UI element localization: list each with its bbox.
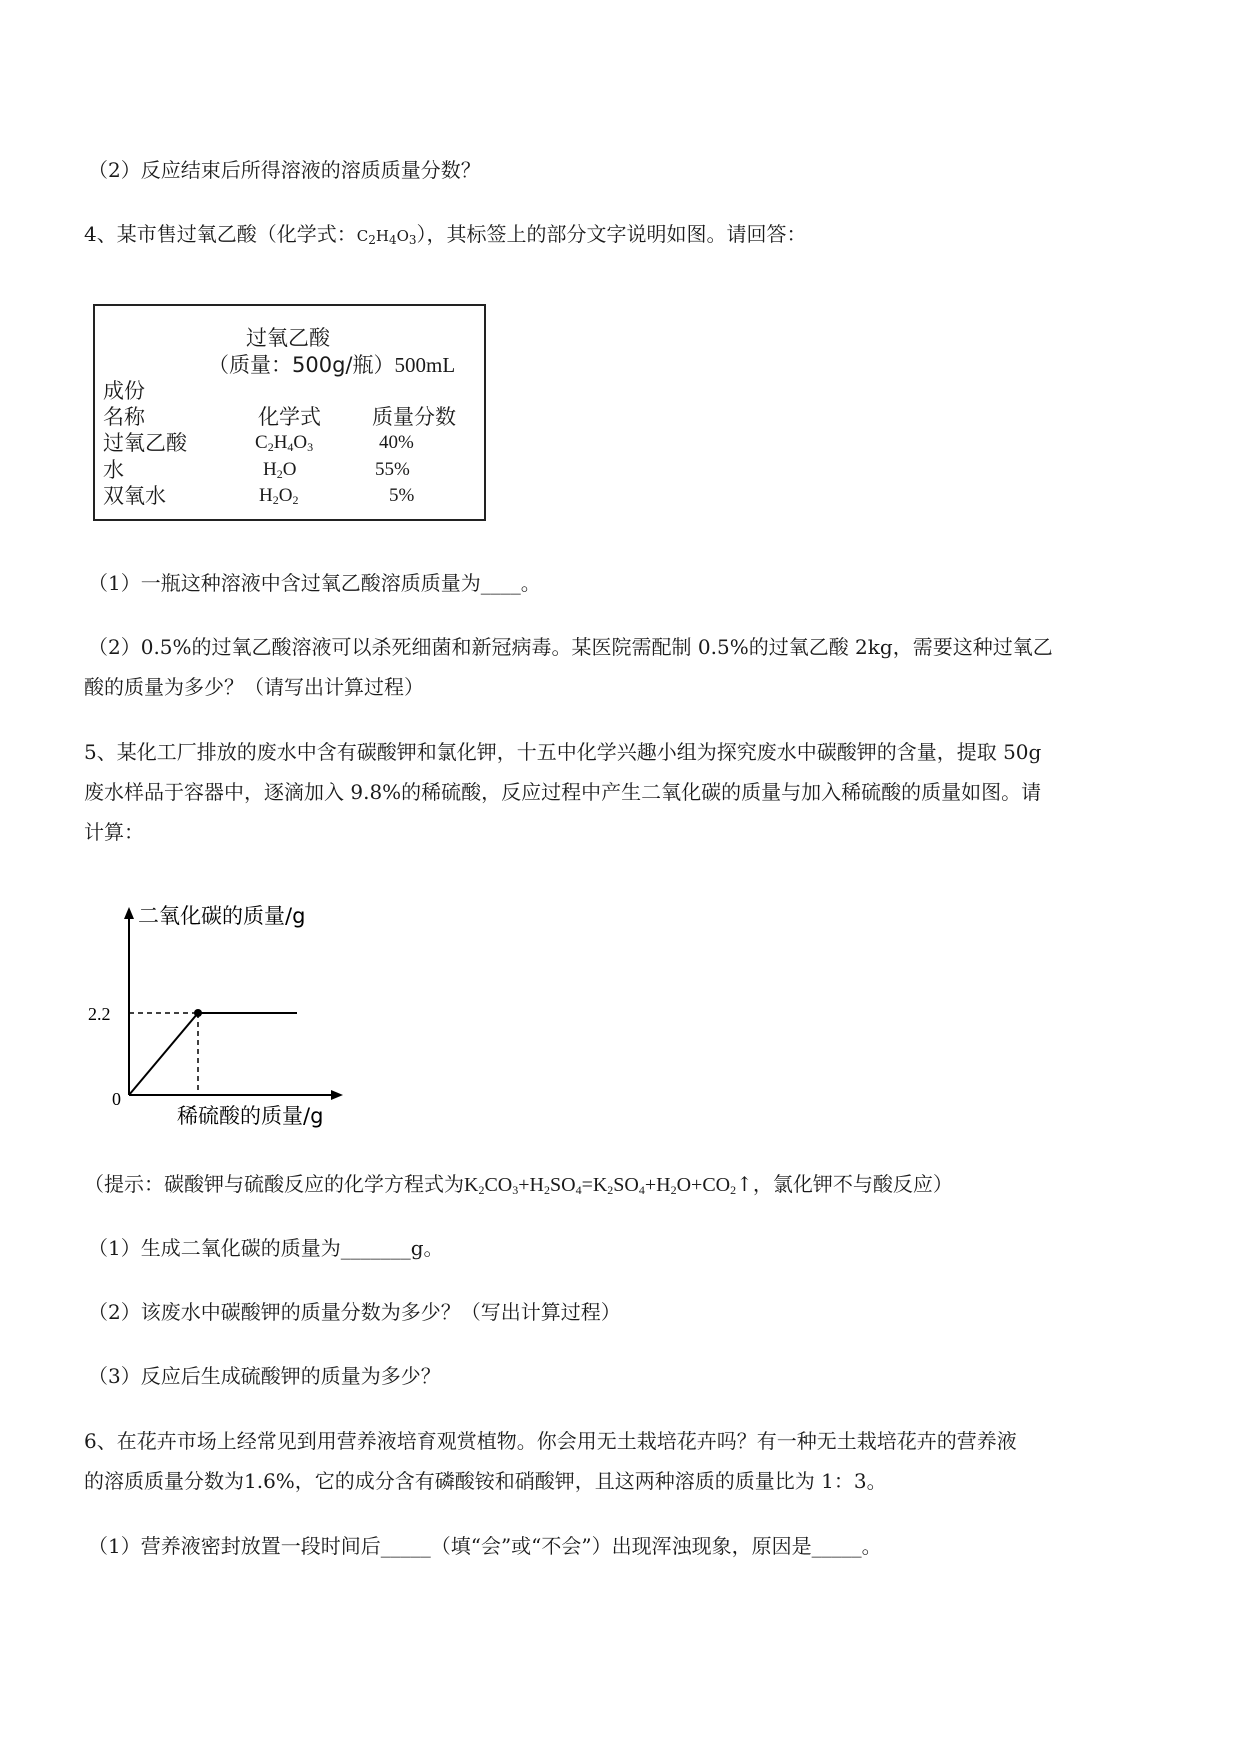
- label-row-name: 水: [103, 458, 124, 482]
- label-section: 成份: [103, 379, 145, 403]
- q5-part3: （3）反应后生成硫酸钾的质量为多少？: [88, 1364, 441, 1388]
- q5-line3: 计算：: [84, 820, 144, 844]
- q5-part1: （1）生成二氧化碳的质量为_______g。: [88, 1236, 444, 1260]
- label-row-formula: $C_2H_4O_3$: [255, 432, 314, 454]
- origin-label: 0: [112, 1089, 121, 1109]
- q5-hint: [84, 1164, 1164, 1205]
- q5-hint-text: （提示：碳酸钾与硫酸反应的化学方程式为: [84, 1172, 464, 1196]
- q5-line1: 5、某化工厂排放的废水中含有碳酸钾和氯化钾，十五中化学兴趣小组为探究废水中碳酸钾的含量，提取 50g: [84, 740, 1042, 764]
- label-subtitle: （质量：500g/瓶）500mL: [208, 353, 456, 377]
- q3-part2: （2）反应结束后所得溶液的溶质质量分数？: [88, 158, 481, 182]
- co2-graph: [80, 895, 350, 1135]
- q4-part2-line1: （2）0.5%的过氧乙酸溶液可以杀死细菌和新冠病毒。某医院需配制 0.5%的过氧乙酸 2kg，需要这种过氧乙: [88, 635, 1053, 659]
- label-header-fraction: 质量分数: [372, 405, 456, 429]
- q4-part2-line2: 酸的质量为多少？（请写出计算过程）: [84, 675, 424, 699]
- x-axis-label: 稀硫酸的质量/g: [177, 1104, 324, 1128]
- x-axis-arrow: [331, 1090, 343, 1100]
- q6-line2: 的溶质质量分数为1.6%，它的成分含有磷酸铵和硝酸钾，且这两种溶质的质量比为 1：3。: [84, 1469, 887, 1493]
- q4-formula: $C_2H_4O_3$: [356, 227, 417, 247]
- y-axis-arrow: [124, 907, 134, 919]
- y-tick-label: 2.2: [88, 1004, 111, 1024]
- label-row-formula: $H_2O_2$: [259, 485, 299, 507]
- q4-intro-text-end: ），其标签上的部分文字说明如图。请回答：: [416, 222, 807, 246]
- label-row-name: 双氧水: [103, 484, 166, 508]
- rising-segment: [129, 1013, 198, 1095]
- label-header-formula: 化学式: [258, 405, 321, 429]
- y-axis-label: 二氧化碳的质量/g: [138, 904, 306, 928]
- label-header-name: 名称: [103, 405, 145, 429]
- label-row-fraction: 5%: [389, 485, 415, 506]
- label-row-name: 过氧乙酸: [103, 431, 187, 455]
- q5-part2: （2）该废水中碳酸钾的质量分数为多少？（写出计算过程）: [88, 1300, 621, 1324]
- q4-intro-text: 4、某市售过氧乙酸（化学式：: [84, 222, 357, 246]
- q5-hint-text-end: ↑，氯化钾不与酸反应）: [736, 1172, 953, 1196]
- turning-point: [194, 1009, 202, 1017]
- q6-line1: 6、在花卉市场上经常见到用营养液培育观赏植物。你会用无土栽培花卉吗？有一种无土栽培花卉的营养液: [84, 1429, 1017, 1453]
- label-row-formula: $H_2O$: [263, 459, 297, 481]
- label-row-fraction: 55%: [375, 459, 410, 480]
- q4-part1: （1）一瓶这种溶液中含过氧乙酸溶质质量为____。: [88, 571, 541, 595]
- product-label: [93, 304, 486, 521]
- q6-part1: （1）营养液密封放置一段时间后_____（填“会”或“不会”）出现浑浊现象，原因是_____。: [88, 1534, 882, 1558]
- q5-hint-equation: $K_2CO_3+H_2SO_4=K_2SO_4+H_2O+CO_2$: [464, 1174, 737, 1197]
- q5-line2: 废水样品于容器中，逐滴加入 9.8%的稀硫酸，反应过程中产生二氧化碳的质量与加入稀硫酸的质量如图。请: [84, 780, 1042, 804]
- label-row-fraction: 40%: [379, 432, 414, 453]
- q4-intro: [84, 214, 1164, 256]
- label-title: 过氧乙酸: [246, 326, 330, 350]
